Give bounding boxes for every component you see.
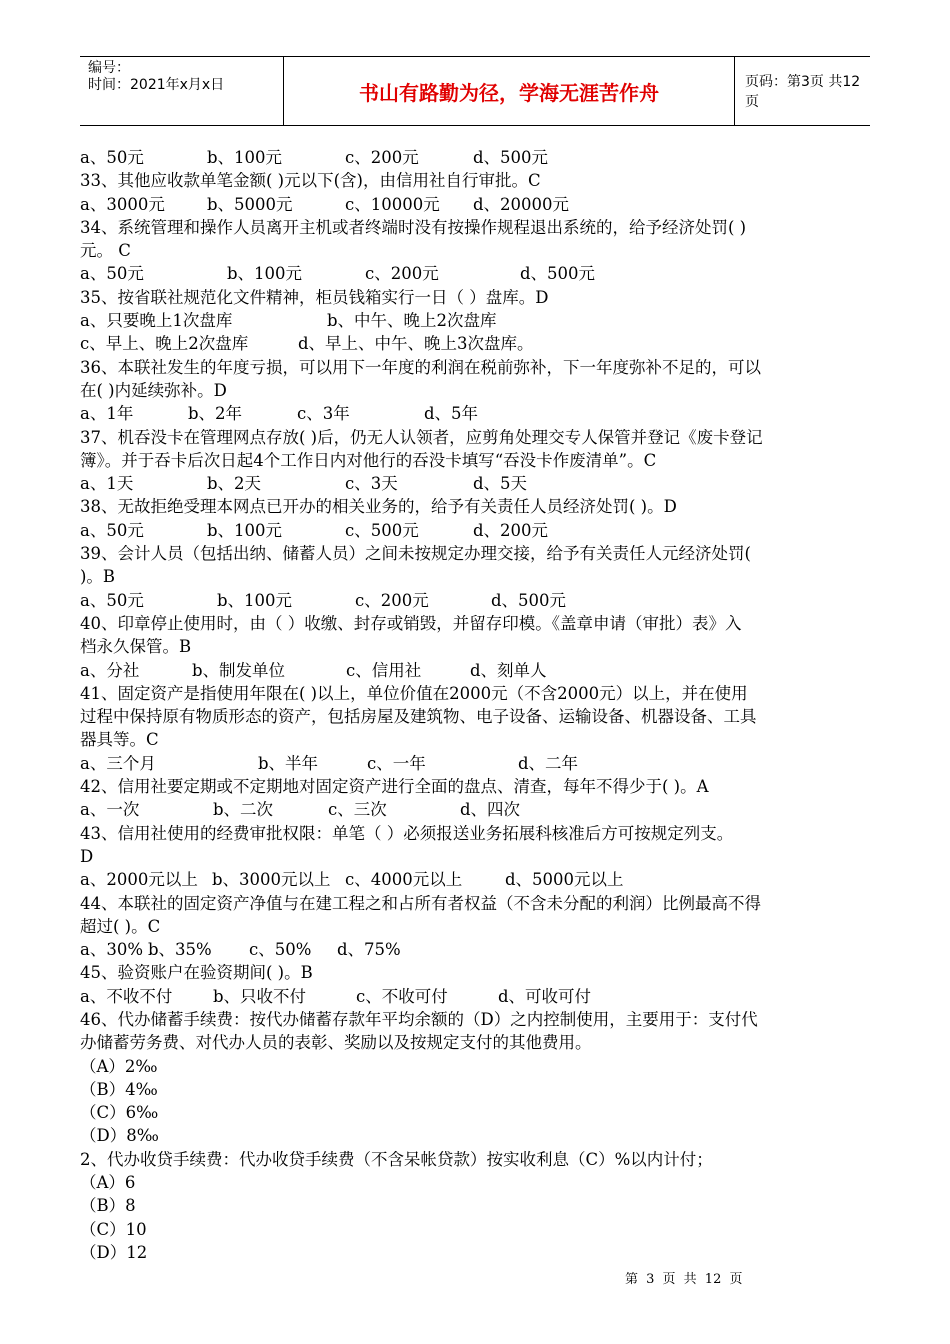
answer-option: b、2年 [188,404,243,424]
answer-option: b、35% [148,940,212,960]
answer-option: d、刻单人 [470,660,547,680]
text-line: （C）10 [80,1219,147,1239]
options-line [80,868,872,891]
options-line [80,193,872,216]
answer-option: b、二次 [213,800,274,820]
options-line [80,262,872,285]
options-line [80,332,872,355]
options-line [80,472,872,495]
answer-option: a、2000元以上 [80,870,198,890]
text-line: 37、机吞没卡在管理网点存放( )后，仍无人认领者，应剪角处理交专人保管并登记《废卡登记 [80,427,763,447]
text-line: 45、验资账户在验资期间( )。B [80,963,313,983]
text-line: 38、无故拒绝受理本网点已开办的相关业务的，给予有关责任人员经济处罚( )。D [80,497,677,517]
text-line: 元。 C [80,241,131,261]
answer-option: b、100元 [207,148,283,167]
question-content [80,146,872,1264]
text-line: 办储蓄劳务费、对代办人员的表彰、奖励以及按规定支付的其他费用。 [80,1033,592,1053]
answer-option: d、5天 [473,474,528,494]
text-line: 41、固定资产是指使用年限在( )以上，单位价值在2000元（不含2000元）以上，并在使用 [80,683,748,703]
answer-option: a、50元 [80,590,144,610]
answer-option: d、200元 [473,520,549,540]
answer-option: b、100元 [207,520,283,540]
options-line [80,798,872,821]
options-line [80,146,872,169]
document-time: 时间：2021年x月x日 [88,77,225,93]
text-line: 42、信用社要定期或不定期地对固定资产进行全面的盘点、清查，每年不得少于( )。A [80,777,709,797]
answer-option: a、50元 [80,520,144,540]
answer-option: a、1年 [80,404,134,424]
answer-option: b、100元 [227,264,303,284]
answer-option: c、不收可付 [356,986,448,1006]
answer-option: d、500元 [473,148,549,167]
answer-option: c、3天 [345,474,398,494]
answer-option: b、100元 [217,590,293,610]
page-footer: 第 3 页 共 12 页 [625,1272,743,1287]
answer-option: a、三个月 [80,753,156,773]
options-line [80,938,872,961]
text-line: 33、其他应收款单笔金额( )元以下(含)，由信用社自行审批。C [80,171,541,191]
text-line: 在( )内延续弥补。D [80,380,227,400]
text-line: 34、系统管理和操作人员离开主机或者终端时没有按操作规程退出系统的，给予经济处罚( ) [80,217,747,237]
answer-option: a、30% [80,940,144,960]
answer-option: a、50元 [80,264,144,284]
answer-option: c、3年 [297,404,350,424]
header-page-info: 页码：第3页 共12页 [745,74,861,110]
text-line: （B）4‰ [80,1079,158,1099]
answer-option: c、50% [249,940,312,960]
answer-option: a、分社 [80,660,140,680]
document-number-label: 编号： [88,60,130,76]
answer-option: b、3000元以上 [212,870,331,890]
answer-option: c、一年 [367,753,426,773]
answer-option: d、20000元 [473,194,570,214]
text-line: 44、本联社的固定资产净值与在建工程之和占所有者权益（不含未分配的利润）比例最高不得 [80,893,761,913]
text-line: （D）12 [80,1242,148,1262]
answer-option: d、二年 [518,753,579,773]
answer-option: d、75% [337,940,401,960]
answer-option: a、只要晚上1次盘库 [80,311,233,331]
options-line [80,985,872,1008]
answer-option: b、中午、晚上2次盘库 [327,311,497,331]
header-motto: 书山有路勤为径，学海无涯苦作舟 [283,57,735,125]
text-line: 超过( )。C [80,916,161,936]
answer-option: d、5000元以上 [505,870,624,890]
text-line: （A）2‰ [80,1056,158,1076]
text-line: 39、会计人员（包括出纳、储蓄人员）之间未按规定办理交接，给予有关责任人元经济处罚( [80,544,751,564]
text-line: （C）6‰ [80,1103,159,1123]
answer-option: c、200元 [365,264,439,284]
text-line: 2、代办收贷手续费：代办收贷手续费（不含呆帐贷款）按实收利息（C）%以内计付； [80,1149,713,1169]
text-line: D [80,846,94,866]
answer-option: d、500元 [520,264,596,284]
text-line: （A）6 [80,1173,136,1193]
answer-option: a、不收不付 [80,986,173,1006]
answer-option: c、早上、晚上2次盘库 [80,334,249,354]
answer-option: d、500元 [491,590,567,610]
answer-option: d、早上、中午、晚上3次盘库。 [298,334,534,354]
answer-option: c、500元 [345,520,419,540]
text-line: 档永久保管。B [80,637,192,657]
options-line [80,659,872,682]
text-line: （B）8 [80,1196,136,1216]
text-line: 器具等。C [80,730,159,750]
text-line: 43、信用社使用的经费审批权限：单笔（ ）必须报送业务拓展科核准后方可按规定列支。 [80,823,734,843]
answer-option: b、制发单位 [192,660,286,680]
answer-option: a、3000元 [80,194,165,214]
answer-option: a、1天 [80,474,134,494]
answer-option: c、三次 [328,800,387,820]
options-line [80,309,872,332]
answer-option: b、2天 [207,474,262,494]
answer-option: d、四次 [460,800,521,820]
answer-option: a、50元 [80,148,144,167]
text-line: （D）8‰ [80,1126,159,1146]
answer-option: c、10000元 [345,194,440,214]
answer-option: c、信用社 [346,660,422,680]
text-line: )。B [80,567,116,587]
answer-option: a、一次 [80,800,140,820]
text-line: 35、按省联社规范化文件精神，柜员钱箱实行一日（ ）盘库。D [80,287,549,307]
header-meta [80,57,283,125]
answer-option: c、4000元以上 [345,870,463,890]
answer-option: d、5年 [424,404,479,424]
options-line [80,402,872,425]
text-line: 46、代办储蓄手续费：按代办储蓄存款年平均余额的（D）之内控制使用，主要用于：支付代 [80,1009,758,1029]
text-line: 36、本联社发生的年度亏损，可以用下一年度的利润在税前弥补，下一年度弥补不足的，可以 [80,357,761,377]
options-line [80,589,872,612]
text-line: 簿》。并于吞卡后次日起4个工作日内对他行的吞没卡填写“吞没卡作废清单”。C [80,450,657,470]
answer-option: b、只收不付 [213,986,307,1006]
page-header [80,56,870,126]
answer-option: b、半年 [258,753,319,773]
answer-option: d、可收可付 [498,986,592,1006]
text-line: 40、印章停止使用时，由（ ）收缴、封存或销毁，并留存印模。《盖章申请（审批）表》入 [80,613,742,633]
options-line [80,752,872,775]
answer-option: c、200元 [345,148,419,167]
options-line [80,519,872,542]
answer-option: c、200元 [355,590,429,610]
answer-option: b、5000元 [207,194,293,214]
text-line: 过程中保持原有物质形态的资产，包括房屋及建筑物、电子设备、运输设备、机器设备、工具 [80,707,757,727]
